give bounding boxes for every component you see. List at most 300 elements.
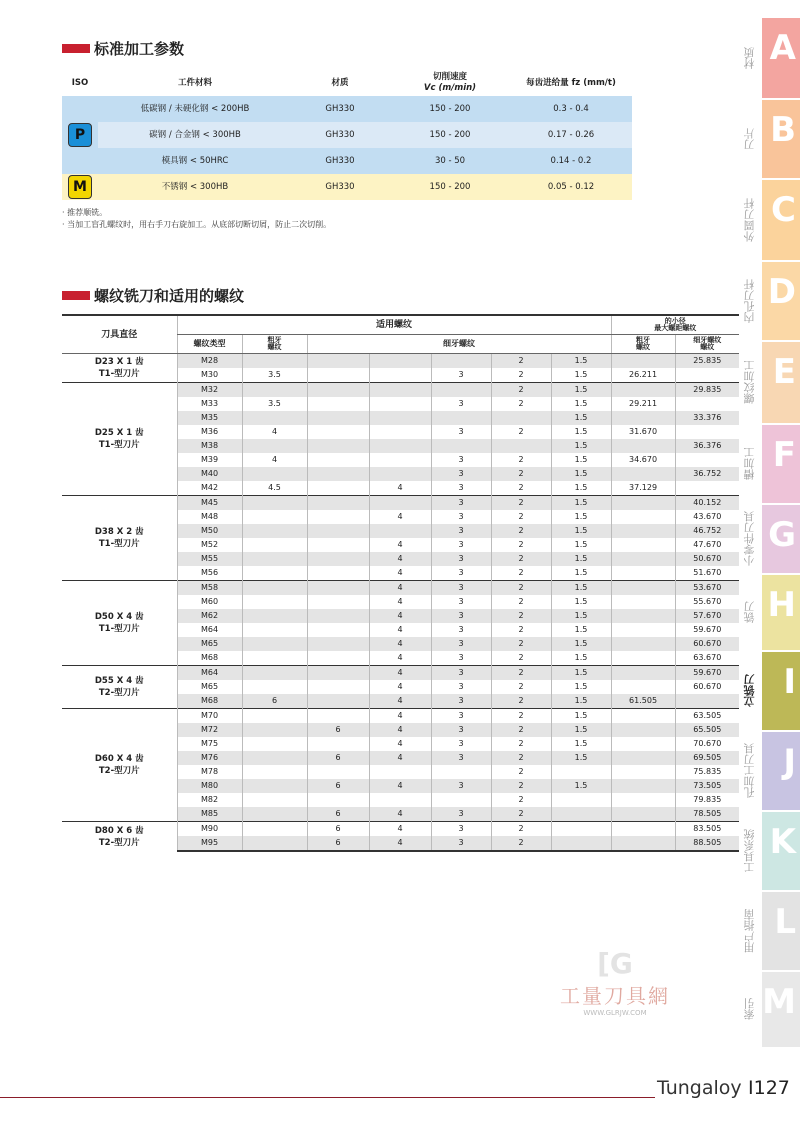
table-cell [242,666,307,681]
table-cell: 4 [369,609,431,623]
table-cell [242,637,307,651]
hdr-material: 工件材料 [177,78,212,88]
table-cell [611,354,675,369]
table-cell: M95 [177,836,242,851]
table-cell: 1.5 [551,694,611,709]
table-cell [611,524,675,538]
table-cell [675,425,739,439]
table-cell [611,411,675,425]
table-cell [242,822,307,837]
hdr-m-coarse: 粗牙 螺纹 [611,335,675,354]
table-cell [307,496,369,511]
table-cell [242,751,307,765]
table-cell [307,453,369,467]
tab-label: 外圆刀杆 [743,198,756,242]
thread-table [62,314,739,852]
table-cell [307,793,369,807]
table-cell: 4.5 [242,481,307,496]
side-tab-k[interactable] [743,812,800,890]
table-cell: M68 [177,694,242,709]
table-cell: 69.505 [675,751,739,765]
table-cell [242,737,307,751]
table-cell: 3 [431,496,491,511]
table-cell: 1.5 [551,411,611,425]
table-cell: 6 [307,822,369,837]
table-cell: 79.835 [675,793,739,807]
table-cell: 63.505 [675,709,739,724]
table-cell [551,765,611,779]
cell-material: 碳钢 / 合金钢 < 300HB [149,130,241,140]
table-cell [242,524,307,538]
side-tab-c[interactable] [743,180,800,260]
table-cell: M76 [177,751,242,765]
table-cell [431,383,491,398]
table-cell: 3 [431,666,491,681]
hdr-applicable: 适用螺纹 [177,315,611,335]
table-cell [307,595,369,609]
table-cell: 3 [431,807,491,822]
table-cell [369,397,431,411]
table-cell: 83.505 [675,822,739,837]
watermark-name: 工量刀具網 [560,984,670,1008]
table-cell [242,623,307,637]
table-row [62,581,739,596]
watermark-logo-icon: [G [597,947,633,980]
table-cell: 3 [431,425,491,439]
table-cell [369,467,431,481]
table-cell [242,836,307,851]
table-cell: 4 [369,779,431,793]
table-cell [611,822,675,837]
table-cell: 6 [307,836,369,851]
table-cell [307,467,369,481]
table-cell: 2 [491,680,551,694]
side-tab-b[interactable] [743,100,800,178]
table-cell: 4 [369,680,431,694]
table-cell [611,595,675,609]
table-cell: 3 [431,581,491,596]
tab-letter: B [770,110,796,150]
table-cell [551,793,611,807]
tool-diameter-cell: D25 X 1 齿 T1-型刀片 [62,383,177,496]
params-row [98,148,632,174]
table-cell: 3 [431,524,491,538]
table-cell: M72 [177,723,242,737]
params-header [62,72,632,96]
table-cell: 1.5 [551,481,611,496]
params-row [98,174,632,200]
table-cell: 2 [491,751,551,765]
table-cell [551,836,611,851]
table-cell [307,609,369,623]
table-row [62,666,739,681]
table-cell: 43.670 [675,510,739,524]
table-cell [307,524,369,538]
table-cell: M40 [177,467,242,481]
table-cell: 3 [431,623,491,637]
table-cell: 4 [369,637,431,651]
table-cell: 75.835 [675,765,739,779]
tab-label: 材质 [743,47,756,69]
tab-letter: K [769,822,796,862]
table-cell [611,723,675,737]
params-row [98,96,632,122]
table-cell: 4 [369,566,431,581]
table-cell [307,397,369,411]
table-cell [369,425,431,439]
table-cell [369,496,431,511]
table-cell: 2 [491,822,551,837]
table-cell [307,623,369,637]
table-cell: 4 [242,453,307,467]
thread-body [62,354,739,852]
table-cell [611,623,675,637]
table-cell: 3 [431,737,491,751]
table-cell: 1.5 [551,552,611,566]
table-cell [242,651,307,666]
table-cell [551,807,611,822]
table-cell: 2 [491,481,551,496]
table-cell: 2 [491,836,551,851]
table-cell: 2 [491,651,551,666]
table-cell: 1.5 [551,425,611,439]
table-cell [242,709,307,724]
table-cell: 4 [369,822,431,837]
table-cell: 2 [491,637,551,651]
table-cell [611,609,675,623]
table-cell: 2 [491,723,551,737]
table-cell: M82 [177,793,242,807]
table-cell [611,779,675,793]
table-cell: 1.5 [551,651,611,666]
table-cell [491,411,551,425]
table-cell [307,439,369,453]
table-cell: 3 [431,467,491,481]
table-cell: 2 [491,453,551,467]
table-cell: 2 [491,383,551,398]
table-cell: 1.5 [551,439,611,453]
table-cell: 4 [369,538,431,552]
table-cell [242,411,307,425]
table-cell: 73.505 [675,779,739,793]
side-tab-j[interactable] [743,732,800,810]
table-cell: 4 [369,709,431,724]
iso-badge-p: P [68,123,92,147]
table-cell: 34.670 [611,453,675,467]
table-cell: 1.5 [551,397,611,411]
side-tab-m[interactable] [743,972,800,1047]
table-cell: 1.5 [551,453,611,467]
table-cell [242,609,307,623]
table-cell: 2 [491,765,551,779]
table-cell: 1.5 [551,354,611,369]
table-cell: 53.670 [675,581,739,596]
table-cell: 3 [431,822,491,837]
table-cell [242,467,307,481]
table-cell: M75 [177,737,242,751]
table-cell: 57.670 [675,609,739,623]
table-cell: 3.5 [242,397,307,411]
table-cell [307,354,369,369]
table-cell: 65.505 [675,723,739,737]
hdr-minor: 的小径 最大螺距螺纹 [611,315,739,335]
table-cell [369,411,431,425]
table-cell: 2 [491,354,551,369]
table-cell: M65 [177,680,242,694]
table-cell: 3 [431,368,491,383]
tab-label: 螺纹加工 [743,360,756,405]
table-cell [431,793,491,807]
table-cell: M48 [177,510,242,524]
cell-feed: 0.05 - 0.12 [547,182,595,192]
table-cell [611,496,675,511]
side-tab-h[interactable] [743,575,800,650]
table-cell [431,411,491,425]
table-cell [611,651,675,666]
cell-speed: 150 - 200 [429,130,471,140]
table-cell: 59.670 [675,666,739,681]
tab-label: 刀片 [743,128,756,150]
table-cell [307,651,369,666]
tab-label: 孔加工刀具 [743,743,756,799]
table-cell: 1.5 [551,538,611,552]
table-cell: 36.752 [675,467,739,481]
table-cell: 1.5 [551,680,611,694]
table-cell [611,637,675,651]
table-cell: M58 [177,581,242,596]
side-tab-e[interactable] [743,342,800,423]
table-cell: M78 [177,765,242,779]
table-cell [242,439,307,453]
table-cell [307,552,369,566]
tab-label: 小零件刀具 [743,511,756,567]
side-tab-g[interactable] [743,505,800,573]
cell-speed: 150 - 200 [429,104,471,114]
table-row [62,383,739,398]
table-cell: M90 [177,822,242,837]
table-cell: 6 [307,751,369,765]
hdr-m-fine: 细牙螺纹 螺纹 [675,335,739,354]
table-cell: 4 [369,737,431,751]
table-cell: 60.670 [675,680,739,694]
table-row [62,354,739,369]
table-cell [675,481,739,496]
table-cell [307,737,369,751]
table-cell [242,383,307,398]
table-cell [675,694,739,709]
table-cell: 33.376 [675,411,739,425]
table-cell: 3 [431,566,491,581]
tab-letter: J [783,742,796,782]
table-cell: 3.5 [242,368,307,383]
table-cell [369,765,431,779]
cell-feed: 0.17 - 0.26 [547,130,595,140]
table-cell [611,807,675,822]
table-cell: 2 [491,793,551,807]
note-2: · 当加工盲孔螺纹时，用右手刀右旋加工。从底部切断切屑，防止二次切削。 [62,220,332,229]
table-cell: M64 [177,623,242,637]
table-cell: 3 [431,723,491,737]
table-cell [307,510,369,524]
cell-speed: 30 - 50 [434,156,466,166]
table-cell: 51.670 [675,566,739,581]
table-cell [369,354,431,369]
table-cell: 40.152 [675,496,739,511]
table-cell: 1.5 [551,709,611,724]
tool-diameter-cell: D60 X 4 齿 T2-型刀片 [62,709,177,822]
side-tab-d[interactable] [743,262,800,340]
table-cell: 2 [491,524,551,538]
table-cell: M45 [177,496,242,511]
side-tab-f[interactable] [743,425,800,503]
table-cell: 3 [431,453,491,467]
table-cell: 55.670 [675,595,739,609]
table-cell: 47.670 [675,538,739,552]
table-cell: 4 [369,723,431,737]
table-cell [242,566,307,581]
title-bar-icon [62,291,90,300]
tab-label: 槽加工 [743,447,756,481]
table-cell: 4 [369,651,431,666]
hdr-fine: 细牙螺纹 [307,335,611,354]
table-cell: 3 [431,510,491,524]
table-cell: 2 [491,666,551,681]
table-cell [611,666,675,681]
table-cell: 2 [491,807,551,822]
table-cell [431,765,491,779]
table-cell: 4 [369,510,431,524]
table-cell: 3 [431,694,491,709]
table-cell [242,595,307,609]
table-cell: 4 [369,581,431,596]
table-cell: 3 [431,609,491,623]
table-cell [675,397,739,411]
table-cell [242,807,307,822]
table-cell [611,439,675,453]
table-cell [242,779,307,793]
table-cell [242,793,307,807]
table-cell: 1.5 [551,581,611,596]
table-cell: 1.5 [551,637,611,651]
table-cell: 2 [491,510,551,524]
cell-grade: GH330 [325,156,355,166]
table-cell [369,383,431,398]
tab-letter: A [769,28,796,68]
table-cell [611,538,675,552]
table-cell [611,566,675,581]
table-cell: 2 [491,566,551,581]
note-1: · 推荐顺铣。 [62,208,108,217]
table-cell: 1.5 [551,751,611,765]
table-cell [491,439,551,453]
hdr-feed: 每齿进给量 fz (mm/t) [526,78,616,88]
table-cell [307,581,369,596]
table-cell: 78.505 [675,807,739,822]
table-cell [242,510,307,524]
side-tab-l[interactable] [743,892,800,970]
table-cell: 1.5 [551,723,611,737]
cell-grade: GH330 [325,104,355,114]
table-cell: 3 [431,538,491,552]
table-cell: 2 [491,538,551,552]
watermark-url: WWW.GLRJW.COM [583,1009,647,1017]
tab-label: 铣刀 [743,601,756,624]
tab-letter: G [768,515,796,555]
table-cell [611,709,675,724]
tool-diameter-cell: D50 X 4 齿 T1-型刀片 [62,581,177,666]
side-tab-a[interactable] [743,18,800,98]
tab-letter: F [772,435,796,475]
table-cell [675,368,739,383]
table-cell: M64 [177,666,242,681]
table-cell: 3 [431,651,491,666]
table-cell: M39 [177,453,242,467]
table-cell [369,524,431,538]
table-cell: 3 [431,836,491,851]
section-title-threads: 螺纹铣刀和适用的螺纹 [62,285,244,306]
table-cell: M33 [177,397,242,411]
tab-label: 用户指南 [743,909,756,953]
table-cell: 61.505 [611,694,675,709]
table-cell: 6 [307,807,369,822]
table-cell [307,425,369,439]
table-cell: M52 [177,538,242,552]
table-cell: M55 [177,552,242,566]
table-cell [369,439,431,453]
table-cell: M70 [177,709,242,724]
cell-material: 不锈钢 < 300HB [161,182,229,192]
side-tab-i[interactable] [743,652,800,730]
table-cell: 46.752 [675,524,739,538]
params-row [98,122,632,148]
cell-grade: GH330 [325,130,355,140]
table-cell [242,723,307,737]
hdr-type: 螺纹类型 [177,335,242,354]
table-cell: 2 [491,425,551,439]
table-cell: 6 [307,779,369,793]
table-cell: 1.5 [551,510,611,524]
table-cell [307,666,369,681]
table-cell: 1.5 [551,595,611,609]
params-table [62,72,632,200]
cell-feed: 0.14 - 0.2 [550,156,592,166]
table-cell: 59.670 [675,623,739,637]
table-cell: 3 [431,595,491,609]
tool-diameter-cell: D80 X 6 齿 T2-型刀片 [62,822,177,852]
table-cell: 2 [491,779,551,793]
table-cell: M60 [177,595,242,609]
table-cell: 60.670 [675,637,739,651]
table-cell [369,793,431,807]
table-cell: 2 [491,496,551,511]
cell-grade: GH330 [325,182,355,192]
cell-material: 模具钢 < 50HRC [161,156,229,166]
tab-letter: D [767,272,796,312]
table-cell [611,751,675,765]
table-cell: 1.5 [551,737,611,751]
table-cell: 37.129 [611,481,675,496]
tab-letter: H [767,585,796,625]
table-cell [611,552,675,566]
table-cell [242,496,307,511]
table-cell: 1.5 [551,467,611,481]
table-cell [307,680,369,694]
table-cell [611,680,675,694]
table-cell: 2 [491,467,551,481]
table-cell [369,453,431,467]
hdr-grade: 材质 [331,78,349,88]
watermark [540,947,690,1017]
